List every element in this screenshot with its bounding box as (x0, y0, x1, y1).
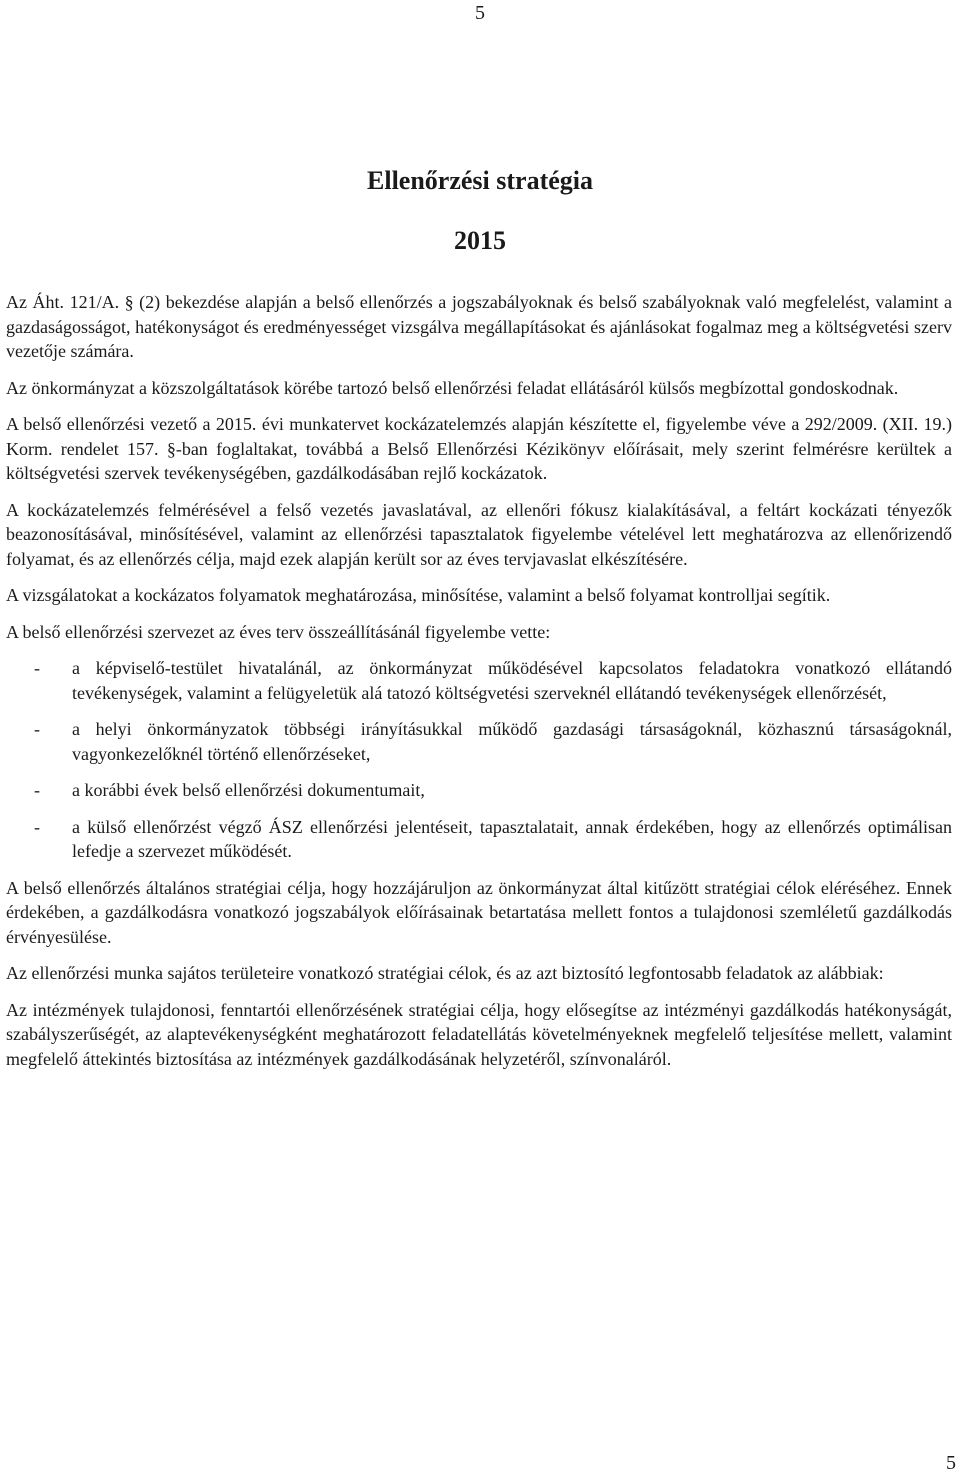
document-body (6, 290, 952, 1083)
list-item (6, 815, 952, 864)
page-number-bottom: 5 (946, 1452, 956, 1474)
list-dash: - (34, 780, 40, 800)
list-dash: - (34, 719, 40, 739)
document-title: Ellenőrzési stratégia (367, 166, 593, 195)
paragraph-audits-support: A vizsgálatokat a kockázatos folyamatok meghatározása, minősítése, valamint a belső folyamat kontrolljai segítik. (6, 585, 831, 605)
paragraph-legal-basis: Az Áht. 121/A. § (2) bekezdése alapján a belső ellenőrzés a jogszabályoknak és belső szabályoknak való megfelelést, valamint a gazdaságosságot, hatékonyságot és eredményességet vizsgálva megállapításokat és ajánlásokat fogalmaz meg a költségvetési szerv vezetője számára. (6, 292, 952, 361)
list-item-text: a helyi önkormányzatok többségi irányításukkal működő gazdasági társaságoknál, közhasznú társaságoknál, vagyonkezelőknél történő ellenőrzéseket, (72, 719, 952, 764)
paragraph-work-plan: A belső ellenőrzési vezető a 2015. évi munkatervet kockázatelemzés alapján készítette el, figyelembe véve a 292/2009. (XII. 19.) Korm. rendelet 157. §-ban foglaltakat, továbbá a Belső Ellenőrzési Kézikönyv előírásait, mely szerint felmérésre kerültek a költségvetési szervek tevékenységében, gazdálkodásában rejlő kockázatok. (6, 414, 952, 483)
page-number-top: 5 (475, 2, 485, 24)
document-year: 2015 (454, 226, 506, 255)
list-item (6, 717, 952, 766)
paragraph-institutions: Az intézmények tulajdonosi, fenntartói ellenőrzésének stratégiai célja, hogy elősegítse az intézményi gazdálkodás hatékonyságát, szabályszerűségét, az alaptevékenységként meghatározott feladatellátás követelményeknek megfelelő teljesítése mellett, valamint megfelelő áttekintés biztosítása az intézmények gazdálkodásának helyzetéről, színvonaláról. (6, 999, 952, 1069)
paragraph-risk-assessment: A kockázatelemzés felmérésével a felső vezetés javaslatával, az ellenőri fókusz kialakításával, a feltárt kockázati tényezők beazonosításával, minősítésével, valamint az ellenőrzési tapasztalatok figyelembe vételével lett meghatározva az ellenőrizendő folyamat, és az ellenőrzés célja, majd ezek alapján került sor az éves tervjavaslat elkészítésére. (6, 499, 952, 569)
paragraph-external-contractor: Az önkormányzat a közszolgáltatások körébe tartozó belső ellenőrzési feladat ellátásáról külsős megbízottal gondoskodnak. (6, 377, 899, 398)
paragraph-considered-intro: A belső ellenőrzési szervezet az éves terv összeállításánál figyelembe vette: (6, 621, 551, 642)
list-item (6, 778, 952, 803)
list-item-text: a külső ellenőrzést végző ÁSZ ellenőrzési jelentéseit, tapasztalatait, annak érdekében, hogy az ellenőrzés optimálisan lefedje a szervezet működését. (72, 816, 952, 861)
list-item (6, 656, 952, 705)
list-item-text: a korábbi évek belső ellenőrzési dokumentumait, (72, 780, 425, 800)
list-item-text: a képviselő-testület hivatalánál, az önkormányzat működésével kapcsolatos feladatokra vonatkozó ellátandó tevékenységek, valamint a felügyeletük alá tatozó költségvetési szerveknél ellátandó tevékenységek ellenőrzését, (72, 658, 952, 703)
paragraph-special-areas: Az ellenőrzési munka sajátos területeire vonatkozó stratégiai célok, és az azt biztosító legfontosabb feladatok az alábbiak: (6, 963, 884, 983)
list-dash: - (34, 658, 40, 678)
paragraph-strategic-goal: A belső ellenőrzés általános stratégiai célja, hogy hozzájáruljon az önkormányzat által kitűzött stratégiai célok eléréséhez. Ennek érdekében, a gazdálkodásra vonatkozó jogszabályok előírásainak betartatása mellett fontos a tulajdonosi szemléletű gazdálkodás érvényesülése. (6, 877, 952, 947)
list-dash: - (34, 816, 40, 837)
considered-list (6, 656, 952, 864)
